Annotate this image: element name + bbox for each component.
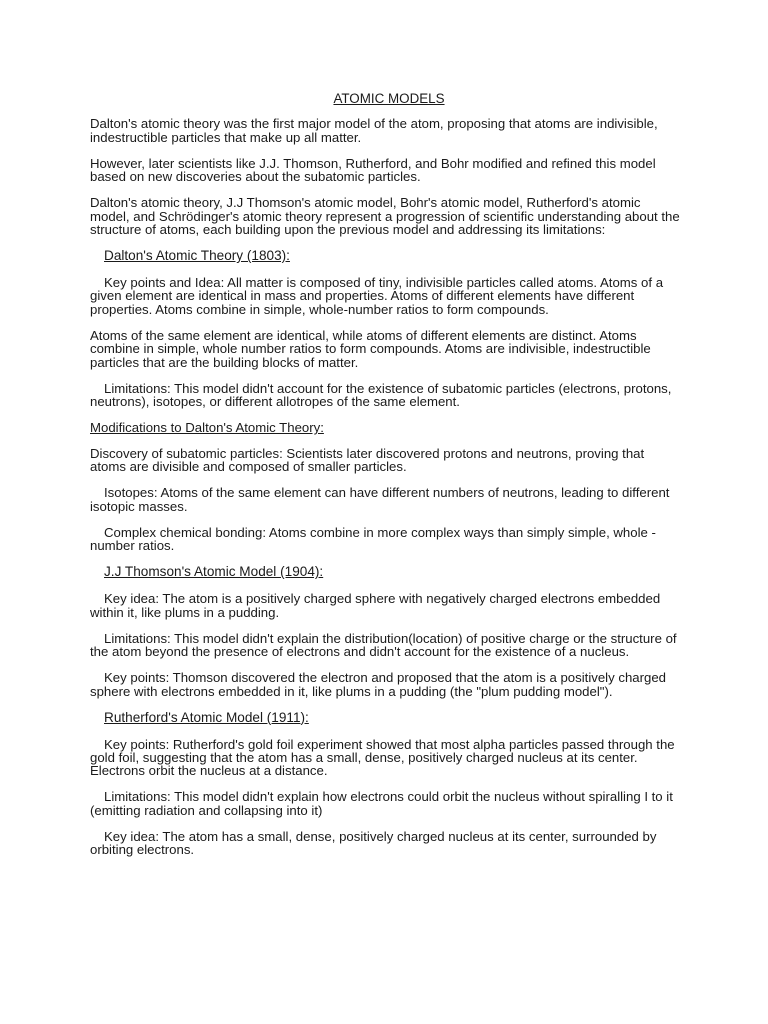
intro-paragraph-3: Dalton's atomic theory, J.J Thomson's atomic model, Bohr's atomic model, Rutherford's atomic model, and Schrödinger's atomic theory represent a progression of scientific understanding about the structure of atoms, each building upon the previous model and addressing its limitations:	[90, 195, 680, 238]
dalton-heading: Dalton's Atomic Theory (1803):	[104, 248, 290, 264]
dalton-modifications-heading: Modifications to Dalton's Atomic Theory:	[90, 420, 324, 436]
dalton-modification-subatomic: Discovery of subatomic particles: Scientists later discovered protons and neutrons, proving that atoms are divisible and composed of smaller particles.	[90, 446, 645, 475]
thomson-key-points: Key points: Thomson discovered the electron and proposed that the atom is a positively charged sphere with electrons embedded in it, like plums in a pudding (the "plum pudding model").	[90, 670, 667, 699]
thomson-limitations: Limitations: This model didn't explain the distribution(location) of positive charge or the structure of the atom beyond the presence of electrons and didn't account for the existence of a nucleus.	[90, 630, 677, 660]
rutherford-key-idea: Key idea: The atom has a small, dense, positively charged nucleus at its center, surrounded by orbiting electrons.	[90, 828, 657, 858]
rutherford-limitations: Limitations: This model didn't explain how electrons could orbit the nucleus without spiralling I to it (emitting radiation and collapsing into it)	[90, 789, 673, 818]
thomson-key-idea: Key idea: The atom is a positively charged sphere with negatively charged electrons embedded within it, like plums in a pudding.	[90, 591, 661, 620]
document-page	[90, 92, 680, 869]
intro-paragraph-1: Dalton's atomic theory was the first major model of the atom, proposing that atoms are indivisible, indestructible particles that make up all matter.	[90, 116, 658, 145]
thomson-heading: J.J Thomson's Atomic Model (1904):	[104, 564, 324, 580]
page-title: ATOMIC MODELS	[333, 91, 445, 106]
dalton-modification-isotopes: Isotopes: Atoms of the same element can have different numbers of neutrons, leading to different isotopic masses.	[90, 485, 670, 514]
rutherford-key-points: Key points: Rutherford's gold foil experiment showed that most alpha particles passed through the gold foil, suggesting that the atom has a small, dense, positively charged nucleus at its center. Electrons orbit the nucleus at a distance.	[90, 736, 675, 779]
dalton-modification-bonding: Complex chemical bonding: Atoms combine in more complex ways than simply simple, whole -number ratios.	[90, 524, 656, 554]
intro-paragraph-2: However, later scientists like J.J. Thomson, Rutherford, and Bohr modified and refined this model based on new discoveries about the subatomic particles.	[90, 155, 656, 185]
dalton-summary: Atoms of the same element are identical, while atoms of different elements are distinct. Atoms combine in simple, whole number ratios to form compounds. Atoms are indivisible, indestructible particles that are the building blocks of matter.	[90, 327, 651, 370]
dalton-key-points: Key points and Idea: All matter is composed of tiny, indivisible particles called atoms. Atoms of a given element are identical in mass and properties. Atoms of different elements have different properties. Atoms combine in simple, whole-number ratios to form compounds.	[90, 275, 664, 317]
dalton-limitations: Limitations: This model didn't account for the existence of subatomic particles (electrons, protons, neutrons), isotopes, or different allotropes of the same element.	[90, 380, 672, 410]
rutherford-heading: Rutherford's Atomic Model (1911):	[104, 709, 309, 725]
